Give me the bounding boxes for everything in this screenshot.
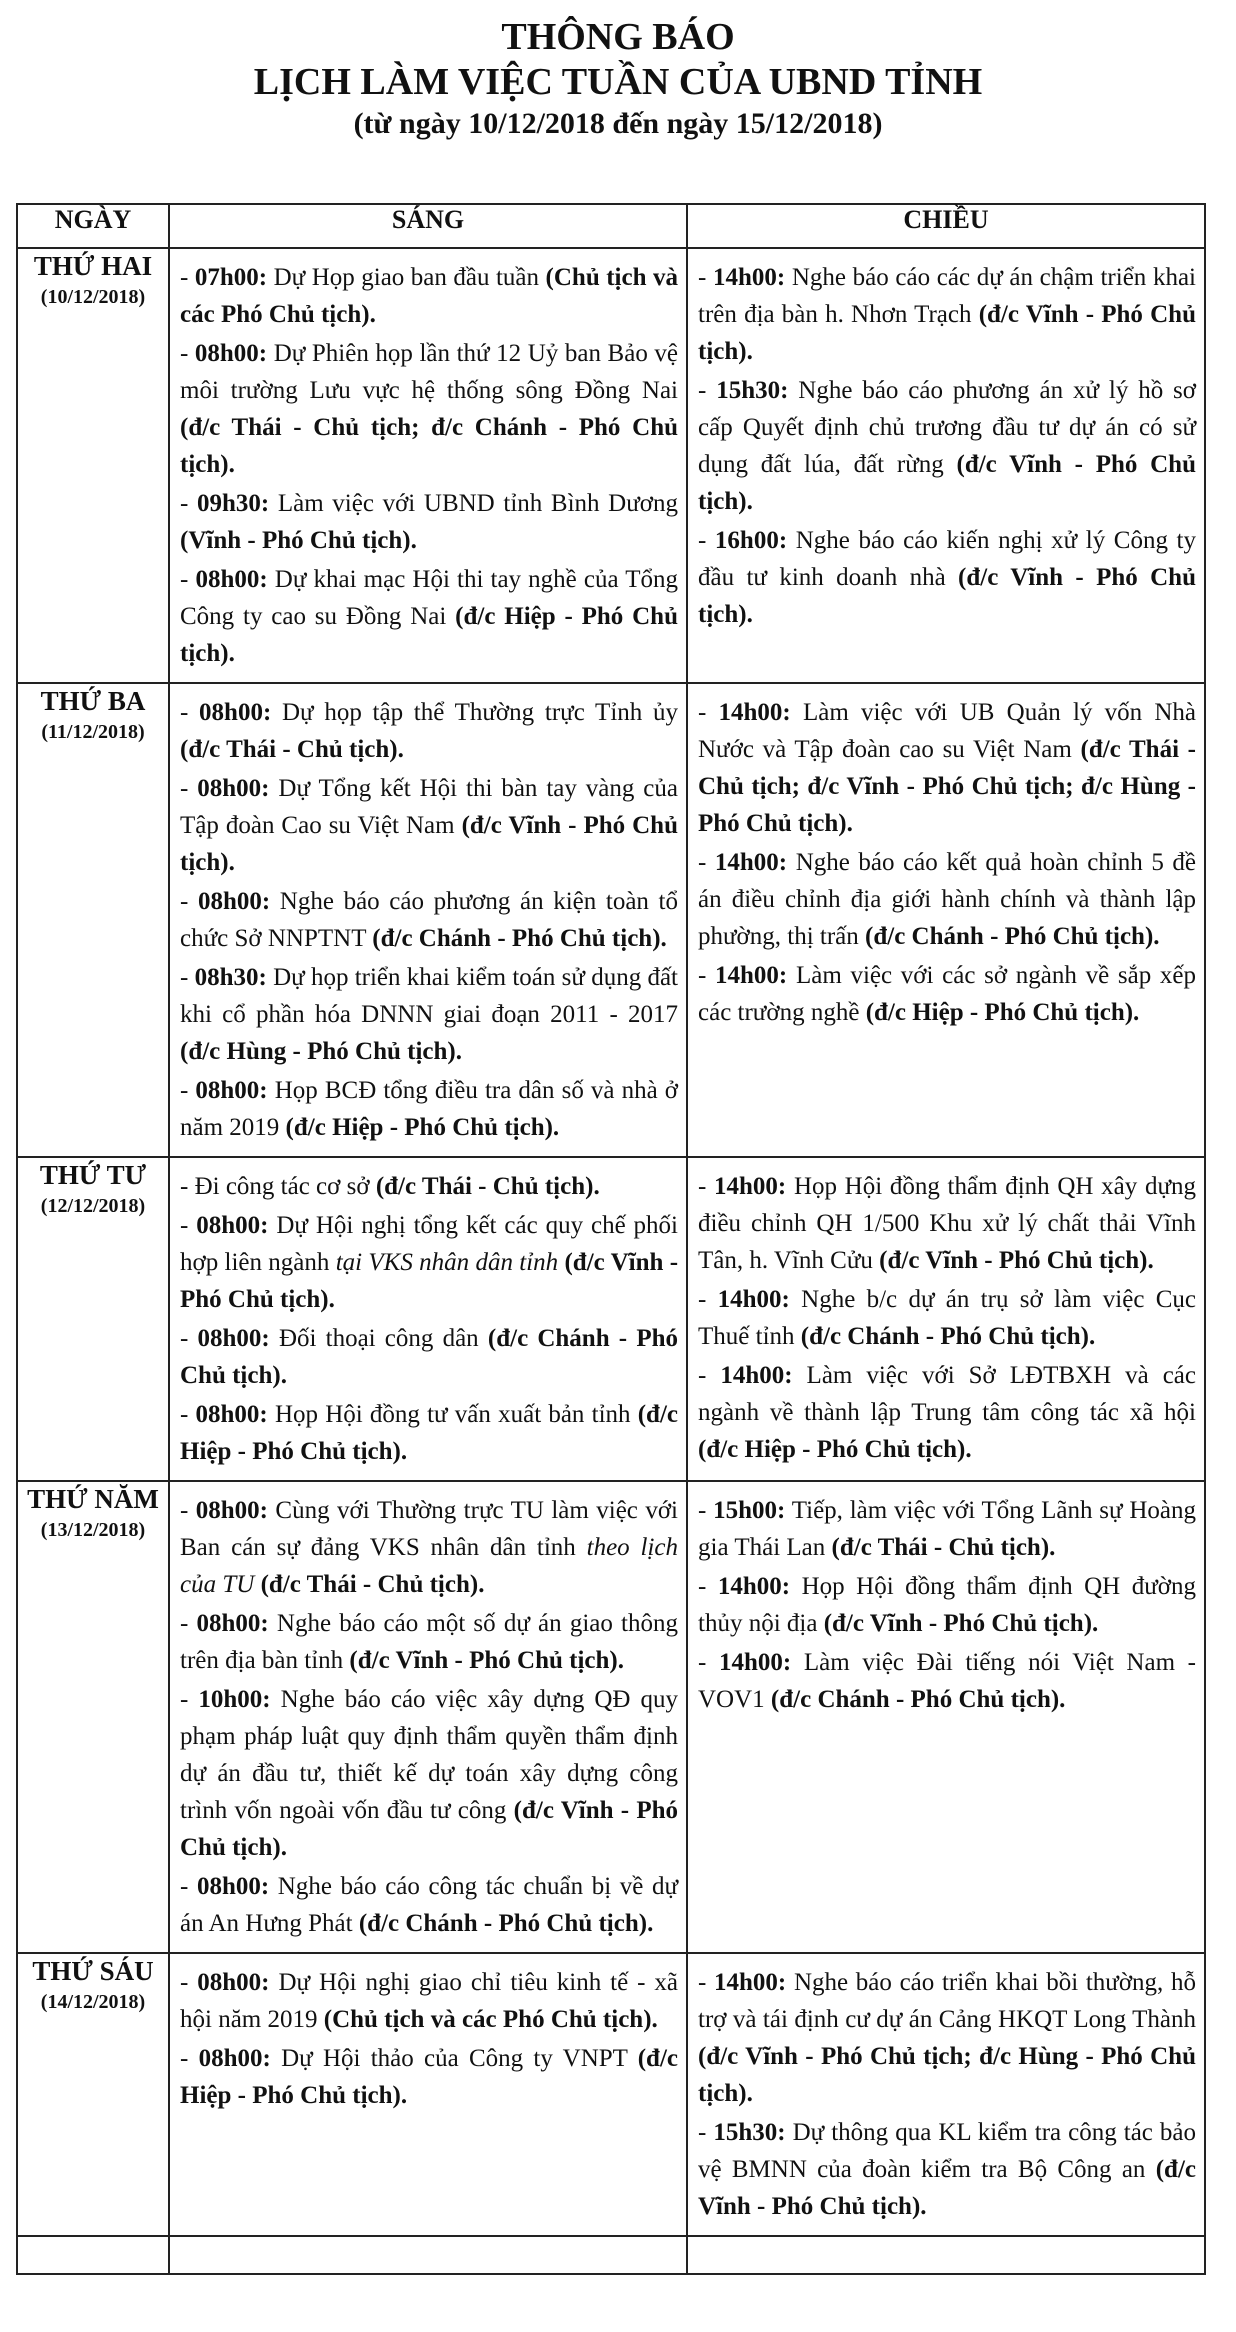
entry-text: -: [698, 1497, 714, 1524]
entry-text: -: [180, 566, 196, 593]
entry-text: -: [698, 527, 715, 554]
entry-bold-text: (Vĩnh - Phó Chủ tịch).: [180, 527, 417, 554]
day-date: (14/12/2018): [40, 1991, 146, 2013]
entry-bold-text: (đ/c Vĩnh - Phó Chủ tịch; đ/c Hùng - Phó Chủ tịch).: [698, 2043, 1196, 2107]
entry-text: Làm việc với các sở ngành về sắp xếp các trường nghề: [698, 962, 1197, 1026]
day-date: (13/12/2018): [40, 1519, 146, 1541]
entry-text: Họp Hội đồng thẩm định QH đường thủy nội địa: [698, 1573, 1196, 1637]
entry-bold-text: 14h00:: [714, 849, 788, 876]
schedule-row-next: [17, 2236, 1205, 2274]
morning-entry: [180, 1168, 678, 1205]
morning-entries: [170, 1158, 686, 1480]
entry-text: Nghe báo cáo công tác chuẩn bị về dự án An Hưng Phát: [180, 1873, 679, 1937]
entry-bold-text: 08h00:: [199, 699, 272, 726]
day-cell: [17, 1157, 169, 1481]
afternoon-entries: [688, 684, 1204, 1041]
day-date: (10/12/2018): [40, 286, 146, 308]
entry-text: Nghe báo cáo phương án xử lý hồ sơ cấp Quyết định chủ trương đầu tư dự án có sử dụng đất lúa, đất rừng: [698, 377, 1197, 478]
morning-entry: [180, 2040, 678, 2114]
entry-text: Đối thoại công dân: [269, 1325, 488, 1352]
day-cell: [17, 248, 169, 683]
morning-entry: [180, 1492, 678, 1603]
entry-bold-text: 16h00:: [714, 527, 788, 554]
entry-bold-text: (đ/c Thái - Chủ tịch).: [831, 1534, 1056, 1561]
afternoon-cell: [687, 1157, 1205, 1481]
afternoon-entry: [698, 1644, 1196, 1718]
entry-text: - Đi công tác cơ sở: [180, 1173, 376, 1200]
afternoon-entries: [688, 249, 1204, 643]
day-name: THỨ HAI: [33, 251, 153, 281]
afternoon-entry: [698, 522, 1196, 633]
entry-bold-text: 10h00:: [198, 1686, 271, 1713]
entry-text: Làm việc Đài tiếng nói Việt Nam - VOV1: [698, 1649, 1197, 1713]
entry-text: -: [180, 699, 200, 726]
entry-italic-text: theo lịch của TU: [180, 1534, 679, 1598]
entry-text: -: [180, 1401, 196, 1428]
entry-text: -: [698, 2119, 714, 2146]
afternoon-cell: [687, 683, 1205, 1157]
afternoon-entries: [688, 1158, 1204, 1478]
entry-text: -: [698, 962, 716, 989]
schedule-row: [17, 1953, 1205, 2236]
document-period: (từ ngày 10/12/2018 đến ngày 15/12/2018): [353, 107, 883, 140]
entry-bold-text: 14h00:: [714, 1173, 787, 1200]
day-name: THỨ BA: [40, 686, 146, 716]
morning-cell: [169, 1157, 687, 1481]
entry-text: -: [180, 1077, 196, 1104]
morning-entry: [180, 1681, 678, 1866]
afternoon-entry: [698, 1492, 1196, 1566]
entry-bold-text: (đ/c Vĩnh - Phó Chủ tịch).: [823, 1610, 1099, 1637]
schedule-row: [17, 683, 1205, 1157]
afternoon-entries: [688, 1954, 1204, 2235]
entry-bold-text: (đ/c Chánh - Phó Chủ tịch).: [372, 925, 667, 952]
entry-text: Nghe báo cáo kiến nghị xử lý Công ty đầu tư kinh doanh nhà: [698, 527, 1197, 591]
entry-text: Họp BCĐ tổng điều tra dân số và nhà ở năm 2019: [180, 1077, 678, 1141]
entry-text: Nghe báo cáo việc xây dựng QĐ quy phạm pháp luật quy định thẩm quyền thẩm định dự án đầu tư, thiết kế dự toán xây dựng công trình vốn ngoài vốn đầu tư công: [180, 1686, 678, 1824]
afternoon-entry: [698, 1281, 1196, 1355]
entry-bold-text: (đ/c Thái - Chủ tịch).: [180, 736, 404, 763]
morning-entry: [180, 1868, 678, 1942]
morning-entries: [170, 1954, 686, 2124]
morning-entry: [180, 883, 678, 957]
entry-bold-text: 08h00:: [197, 775, 270, 802]
entry-bold-text: 08h00:: [195, 1497, 268, 1524]
afternoon-entry: [698, 844, 1196, 955]
entry-text: -: [698, 849, 715, 876]
entry-bold-text: 08h00:: [197, 888, 271, 915]
entry-bold-text: 14h00:: [712, 264, 786, 291]
entry-bold-text: (đ/c Vĩnh - Phó Chủ tịch).: [698, 301, 1196, 365]
schedule-header-row: [17, 204, 1205, 248]
entry-bold-text: (đ/c Thái - Chủ tịch; đ/c Vĩnh - Phó Chủ tịch; đ/c Hùng - Phó Chủ tịch).: [698, 736, 1197, 837]
entry-text: Làm việc với Sở LĐTBXH và các ngành về thành lập Trung tâm công tác xã hội: [698, 1362, 1196, 1426]
entry-text: -: [180, 1686, 199, 1713]
entry-text: -: [180, 1969, 198, 1996]
entry-text: Dự khai mạc Hội thi tay nghề của Tổng Công ty cao su Đồng Nai: [180, 566, 678, 630]
entry-bold-text: 09h30:: [196, 490, 270, 517]
entry-text: Dự Hội thảo của Công ty VNPT: [270, 2045, 638, 2072]
entry-bold-text: 08h00:: [196, 1212, 269, 1239]
morning-entry: [180, 770, 678, 881]
entry-text: Tiếp, làm việc với Tổng Lãnh sự Hoàng gia Thái Lan: [698, 1497, 1197, 1561]
entry-bold-text: (đ/c Chánh - Phó Chủ tịch).: [770, 1686, 1066, 1713]
entry-text: Nghe báo cáo kết quả hoàn chỉnh 5 đề án điều chỉnh địa giới hành chính và thành lập phường, thị trấn: [698, 849, 1196, 950]
entry-text: Dự Phiên họp lần thứ 12 Uỷ ban Bảo vệ môi trường Lưu vực hệ thống sông Đồng Nai: [180, 340, 678, 404]
afternoon-entry: [698, 2114, 1196, 2225]
entry-text: -: [180, 1212, 197, 1239]
empty-cell: [17, 2236, 169, 2274]
morning-entries: [170, 249, 686, 682]
column-header-morning: SÁNG: [169, 204, 687, 248]
entry-bold-text: (đ/c Vĩnh - Phó Chủ tịch).: [698, 2156, 1196, 2220]
entry-text: -: [698, 1649, 719, 1676]
empty-cell: [687, 2236, 1205, 2274]
schedule-table: [16, 203, 1206, 2275]
morning-cell: [169, 248, 687, 683]
afternoon-entry: [698, 259, 1196, 370]
entry-text: Dự Hội nghị tổng kết các quy chế phối hợp liên ngành: [180, 1212, 679, 1276]
schedule-row: [17, 248, 1205, 683]
day-cell: [17, 683, 169, 1157]
entry-text: Dự Hội nghị giao chỉ tiêu kinh tế - xã hội năm 2019: [180, 1969, 679, 2033]
entry-text: Dự họp tập thể Thường trực Tỉnh ủy: [271, 699, 678, 726]
entry-text: -: [180, 888, 198, 915]
entry-bold-text: 07h00:: [194, 264, 268, 291]
entry-bold-text: (đ/c Hiệp - Phó Chủ tịch).: [180, 2045, 679, 2109]
entry-bold-text: 08h00:: [198, 2045, 271, 2072]
column-header-day: NGÀY: [17, 204, 169, 248]
day-cell: [17, 1481, 169, 1953]
day-date: (11/12/2018): [41, 721, 145, 743]
morning-entries: [170, 1482, 686, 1952]
day-name: THỨ SÁU: [32, 1956, 154, 1986]
entry-bold-text: (đ/c Thái - Chủ tịch; đ/c Chánh - Phó Chủ tịch).: [180, 414, 678, 478]
entry-bold-text: 14h00:: [720, 1362, 793, 1389]
entry-text: Nghe báo cáo phương án kiện toàn tổ chức Sở NNPTNT: [180, 888, 678, 952]
morning-entry: [180, 1207, 678, 1318]
entry-bold-text: (đ/c Vĩnh - Phó Chủ tịch).: [349, 1647, 624, 1674]
schedule-row: [17, 1481, 1205, 1953]
entry-bold-text: (đ/c Hiệp - Phó Chủ tịch).: [180, 603, 678, 667]
entry-text: -: [698, 1969, 715, 1996]
afternoon-cell: [687, 1953, 1205, 2236]
entry-text: -: [698, 377, 717, 404]
entry-bold-text: (đ/c Hiệp - Phó Chủ tịch).: [285, 1114, 560, 1141]
entry-text: -: [180, 1610, 197, 1637]
afternoon-entry: [698, 372, 1196, 520]
entry-text: -: [180, 1873, 197, 1900]
entry-bold-text: 08h00:: [194, 340, 268, 367]
morning-entry: [180, 1072, 678, 1146]
entry-bold-text: 14h00:: [717, 1286, 790, 1313]
entry-text: -: [698, 699, 719, 726]
entry-bold-text: (đ/c Hiệp - Phó Chủ tịch).: [698, 1436, 972, 1463]
entry-text: Dự Tổng kết Hội thi bàn tay vàng của Tập đoàn Cao su Việt Nam: [180, 775, 678, 839]
entry-bold-text: (đ/c Vĩnh - Phó Chủ tịch).: [180, 812, 678, 876]
afternoon-entry: [698, 1168, 1196, 1279]
entry-text: -: [698, 1362, 721, 1389]
afternoon-entry: [698, 1568, 1196, 1642]
document-subtitle: LỊCH LÀM VIỆC TUẦN CỦA UBND TỈNH: [253, 61, 983, 103]
day-date: (12/12/2018): [40, 1195, 146, 1217]
entry-bold-text: 15h30:: [713, 2119, 786, 2146]
entry-text: -: [698, 1573, 718, 1600]
entry-bold-text: 08h00:: [195, 1401, 268, 1428]
entry-text: Làm việc với UBND tỉnh Bình Dương: [269, 490, 678, 517]
entry-text: Nghe báo cáo các dự án chậm triển khai trên địa bàn h. Nhơn Trạch: [698, 264, 1196, 328]
entry-bold-text: (đ/c Hiệp - Phó Chủ tịch).: [865, 999, 1140, 1026]
entry-bold-text: (đ/c Thái - Chủ tịch).: [375, 1173, 600, 1200]
afternoon-entries: [688, 1482, 1204, 1728]
entry-text: -: [180, 264, 195, 291]
schedule-row: [17, 1157, 1205, 1481]
entry-bold-text: (đ/c Vĩnh - Phó Chủ tịch).: [698, 451, 1196, 515]
entry-bold-text: 08h00:: [197, 1969, 270, 1996]
entry-bold-text: 14h00:: [715, 962, 788, 989]
afternoon-entry: [698, 1357, 1196, 1468]
entry-bold-text: 08h00:: [197, 1325, 270, 1352]
afternoon-entry: [698, 1964, 1196, 2112]
entry-bold-text: 15h00:: [713, 1497, 786, 1524]
entry-bold-text: (đ/c Chánh - Phó Chủ tịch).: [865, 923, 1160, 950]
entry-text: -: [698, 264, 713, 291]
entry-text: -: [180, 340, 195, 367]
afternoon-cell: [687, 248, 1205, 683]
afternoon-entry: [698, 957, 1196, 1031]
entry-text: Làm việc với UB Quản lý vốn Nhà Nước và Tập đoàn cao su Việt Nam: [698, 699, 1196, 763]
day-name: THỨ TƯ: [39, 1160, 147, 1190]
entry-text: -: [698, 1286, 718, 1313]
entry-bold-text: 14h00:: [717, 1573, 791, 1600]
entry-bold-text: (Chủ tịch và các Phó Chủ tịch).: [323, 2006, 658, 2033]
entry-bold-text: (Chủ tịch và các Phó Chủ tịch).: [180, 264, 679, 328]
entry-bold-text: (đ/c Chánh - Phó Chủ tịch).: [180, 1325, 678, 1389]
entry-italic-text: tại VKS nhân dân tỉnh: [335, 1249, 559, 1276]
entry-text: Dự thông qua KL kiểm tra công tác bảo vệ BMNN của đoàn kiểm tra Bộ Công an: [698, 2119, 1197, 2183]
entry-bold-text: (đ/c Vĩnh - Phó Chủ tịch).: [180, 1249, 679, 1313]
day-name: THỨ NĂM: [27, 1484, 159, 1514]
entry-bold-text: 14h00:: [719, 1649, 792, 1676]
afternoon-cell: [687, 1481, 1205, 1953]
entry-text: Họp Hội đồng tư vấn xuất bản tỉnh: [267, 1401, 638, 1428]
entry-bold-text: (đ/c Chánh - Phó Chủ tịch).: [800, 1323, 1096, 1350]
entry-bold-text: 08h00:: [196, 1873, 270, 1900]
day-cell: [17, 1953, 169, 2236]
entry-bold-text: 08h30:: [194, 964, 267, 991]
entry-text: -: [180, 2045, 199, 2072]
entry-text: Nghe báo cáo triển khai bồi thường, hỗ trợ và tái định cư dự án Cảng HKQT Long Thành: [698, 1969, 1196, 2033]
morning-entries: [170, 684, 686, 1156]
morning-entry: [180, 485, 678, 559]
morning-entry: [180, 335, 678, 483]
entry-text: Cùng với Thường trực TU làm việc với Ban cán sự đảng VKS nhân dân tỉnh: [180, 1497, 678, 1561]
document-title: THÔNG BÁO: [501, 16, 735, 58]
entry-text: Nghe b/c dự án trụ sở làm việc Cục Thuế tỉnh: [698, 1286, 1196, 1350]
entry-bold-text: (đ/c Hiệp - Phó Chủ tịch).: [180, 1401, 678, 1465]
entry-text: -: [180, 490, 197, 517]
column-header-afternoon: CHIỀU: [687, 204, 1205, 248]
entry-text: -: [698, 1173, 715, 1200]
morning-entry: [180, 959, 678, 1070]
morning-cell: [169, 1953, 687, 2236]
entry-bold-text: 14h00:: [714, 1969, 787, 1996]
morning-entry: [180, 694, 678, 768]
morning-cell: [169, 1481, 687, 1953]
entry-bold-text: (đ/c Vĩnh - Phó Chủ tịch).: [180, 1797, 678, 1861]
morning-entry: [180, 561, 678, 672]
morning-entry: [180, 1320, 678, 1394]
entry-text: -: [180, 964, 195, 991]
morning-entry: [180, 1964, 678, 2038]
document-header: [0, 14, 1236, 144]
entry-text: -: [180, 775, 198, 802]
entry-bold-text: 08h00:: [195, 566, 268, 593]
morning-cell: [169, 683, 687, 1157]
entry-bold-text: (đ/c Chánh - Phó Chủ tịch).: [358, 1910, 654, 1937]
entry-bold-text: 15h30:: [716, 377, 789, 404]
afternoon-entry: [698, 694, 1196, 842]
entry-text: Họp Hội đồng thẩm định QH xây dựng điều chỉnh QH 1/500 Khu xử lý chất thải Vĩnh Tân, h. Vĩnh Cửu: [698, 1173, 1196, 1274]
entry-text: Nghe báo cáo một số dự án giao thông trên địa bàn tỉnh: [180, 1610, 678, 1674]
empty-cell: [169, 2236, 687, 2274]
entry-bold-text: 08h00:: [196, 1610, 269, 1637]
entry-bold-text: (đ/c Hùng - Phó Chủ tịch).: [180, 1038, 462, 1065]
entry-text: -: [180, 1497, 196, 1524]
morning-entry: [180, 1396, 678, 1470]
entry-bold-text: (đ/c Vĩnh - Phó Chủ tịch).: [698, 564, 1196, 628]
entry-text: -: [180, 1325, 198, 1352]
entry-bold-text: (đ/c Vĩnh - Phó Chủ tịch).: [879, 1247, 1154, 1274]
entry-bold-text: 08h00:: [195, 1077, 268, 1104]
entry-text: Dự họp triển khai kiểm toán sử dụng đất khi cổ phần hóa DNNN giai đoạn 2011 - 2017: [180, 964, 679, 1028]
morning-entry: [180, 259, 678, 333]
entry-text: Dự Họp giao ban đầu tuần: [267, 264, 546, 291]
entry-bold-text: (đ/c Thái - Chủ tịch).: [260, 1571, 485, 1598]
entry-bold-text: 14h00:: [718, 699, 791, 726]
morning-entry: [180, 1605, 678, 1679]
